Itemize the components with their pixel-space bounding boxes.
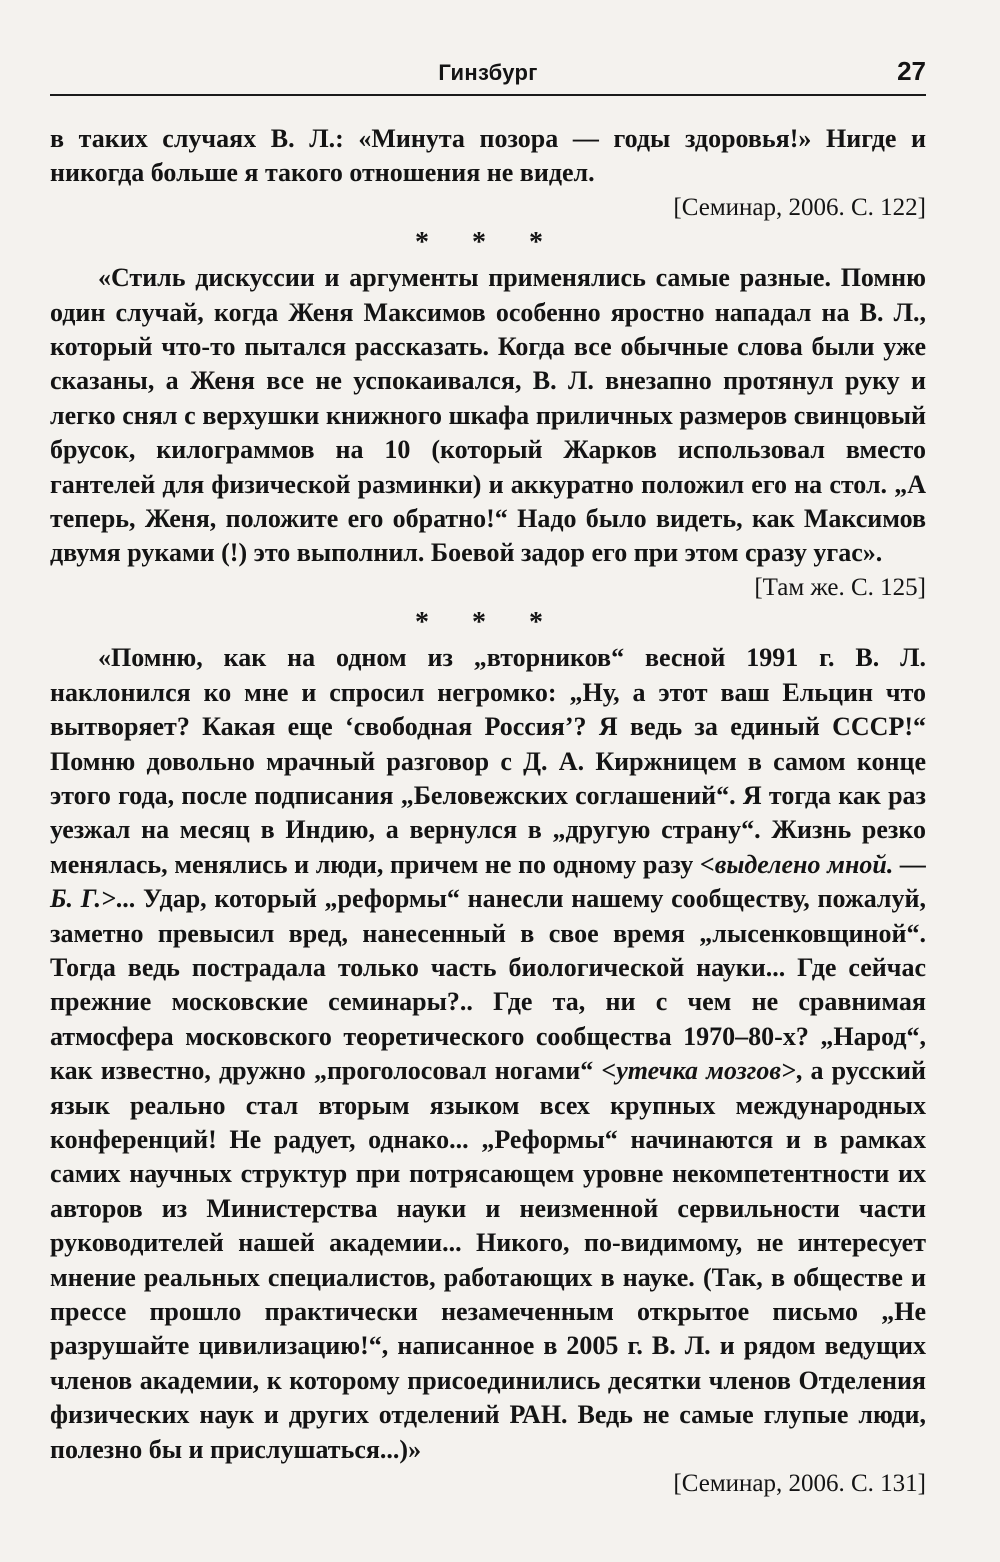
paragraph-quote-2 xyxy=(50,641,926,1467)
citation-2: [Там же. С. 125] xyxy=(754,573,926,601)
citation-1: [Семинар, 2006. С. 122] xyxy=(673,193,926,221)
quote-2-part-1: «Помню, как на одном из „вторников“ весной 1991 г. В. Л. наклонился ко мне и спросил негромко: „Ну, а этот ваш Ельцин что вытворяет? Какая еще ‘свободная Россия’? Я ведь за единый СССР!“ Помню довольно мрачный разговор с Д. А. Киржницем в самом конце этого года, после подписания „Беловежских соглашений“. Я тогда как раз уезжал на месяц в Индию, а вернулся в „другую страну“. Жизнь резко менялась, xyxy=(50,643,926,879)
paragraph-quote-1: «Стиль дискуссии и аргументы применялись самые разные. Помню один случай, когда Женя Максимов особенно яростно нападал на В. Л., который что-то пытался рассказать. Когда все обычные слова были уже сказаны, а Женя все не успокаивался, В. Л. внезапно протянул руку и легко снял с верхушки книжного шкафа приличных размеров свинцовый брусок, килограммов на 10 (который Жарков использовал вместо гантелей для физической разминки) и аккуратно положил его на стол. „А теперь, Женя, положите его обратно!“ Надо было видеть, как Максимов двумя руками (!) это выполнил. Боевой задор его при этом сразу угас». xyxy=(50,263,926,568)
citation-3: [Семинар, 2006. С. 131] xyxy=(673,1470,926,1498)
paragraph-continuation: в таких случаях В. Л.: «Минута позора — годы здоровья!» Нигде и никогда больше я такого отношения не видел. xyxy=(50,124,926,188)
page-body xyxy=(50,122,926,1501)
quote-2-part-3: , а русский язык реально стал вторым языком всех крупных международных конференций! Не радует, однако... „Реформы“ начинаются и в рамках самих научных структур при потрясающем уровне некомпетентности их авторов из Министерства науки и неизменной сервильности части руководителей нашей академии... Никого, по-видимому, не интересует мнение реальных специалистов, работающих в науке. (Так, в обществе и прессе прошло практически незамеченным открытое письмо „Не разрушайте цивилизацию!“, написанное в 2005 г. В. Л. и рядом ведущих членов академии, к которому присоединились десятки членов Отделения физических наук и других отделений РАН. Ведь не самые глупые люди, полезно бы и прислушаться...)» xyxy=(50,1056,926,1464)
editor-note-1: <выделено мной. — Б. Г.> xyxy=(50,849,926,914)
page-header xyxy=(50,56,926,96)
emphasized-text: менялись и люди, причем не по одному разу xyxy=(174,849,694,879)
editor-note-2: <утечка мозгов> xyxy=(601,1056,796,1086)
section-separator-2: * * * xyxy=(415,607,561,639)
quote-2-part-2: ... Удар, который „реформы“ нанесли нашему сообществу, пожалуй, заметно превысил вред, нанесенный в свое время „лысенковщиной“. Тогда ведь пострадала только часть биологической науки... Где сейчас прежние московские семинары?.. Где та, ни с чем не сравнимая атмосфера московского теоретического сообщества 1970–80-х? „Народ“, как известно, дружно „проголосовал ногами“ xyxy=(50,884,926,1086)
running-head: Гинзбург xyxy=(438,60,538,85)
page-number: 27 xyxy=(897,56,926,86)
section-separator-1: * * * xyxy=(415,227,561,259)
